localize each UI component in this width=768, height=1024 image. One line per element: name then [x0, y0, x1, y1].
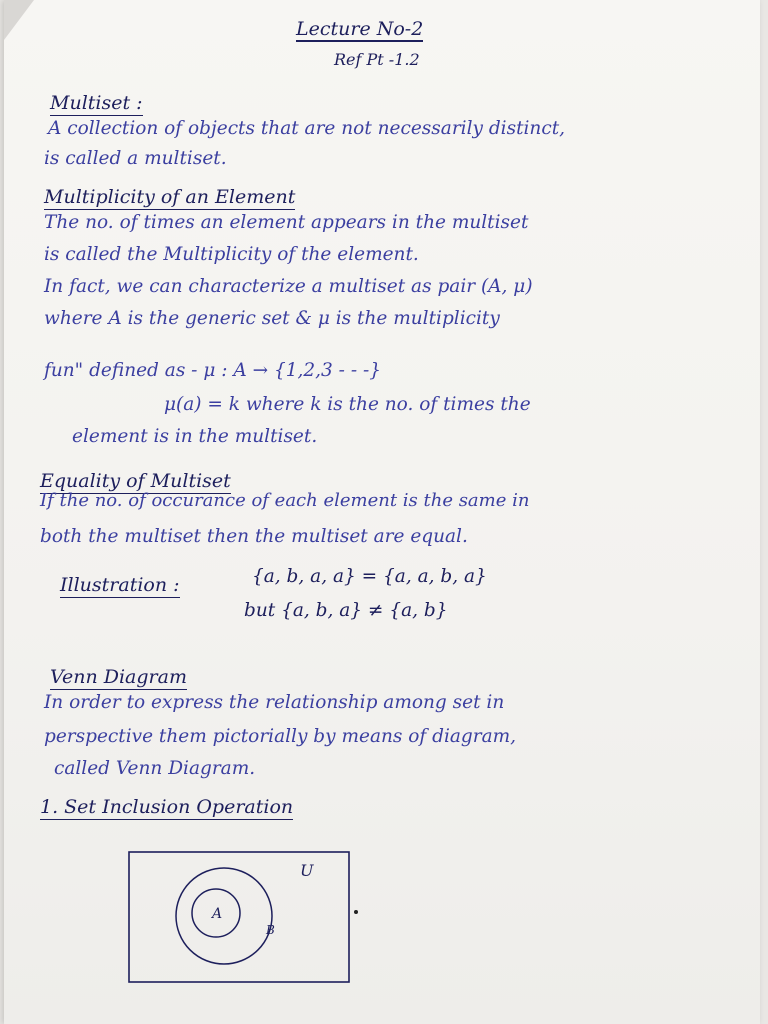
illustration-label: Illustration : [60, 574, 180, 596]
multiset-line-1: A collection of objects that are not necessarily distinct, [48, 118, 566, 139]
label-u: U [300, 861, 314, 880]
multiplicity-line-6: μ(a) = k where k is the no. of times the [164, 394, 531, 415]
multiplicity-line-4: where A is the generic set & μ is the multiplicity [44, 308, 500, 329]
page-corner [4, 0, 34, 40]
multiplicity-line-5: fun" defined as - μ : A → {1,2,3 - - -} [44, 360, 381, 381]
illustration-but: but {a, b, a} ≠ {a, b} [244, 600, 448, 621]
multiset-heading: Multiset : [50, 92, 143, 114]
notebook-page [4, 0, 760, 1024]
multiplicity-line-7: element is in the multiset. [72, 426, 318, 447]
venn-diagram [128, 850, 358, 990]
equality-line-2: both the multiset then the multiset are equal. [40, 526, 468, 547]
venn-heading: Venn Diagram [50, 666, 187, 688]
multiplicity-line-1: The no. of times an element appears in the multiset [44, 212, 529, 233]
set-inclusion-heading: 1. Set Inclusion Operation [40, 796, 294, 818]
outer-circle-b [176, 868, 272, 964]
multiset-line-2: is called a multiset. [44, 148, 227, 169]
multiplicity-line-3: In fact, we can characterize a multiset as pair (A, μ) [44, 276, 533, 297]
multiplicity-line-2: is called the Multiplicity of the element. [44, 244, 419, 265]
lecture-title: Lecture No-2 [296, 18, 424, 40]
illustration-equation: {a, b, a, a} = {a, a, b, a} [252, 566, 487, 587]
ink-dot [354, 910, 358, 914]
label-b: B [266, 923, 275, 937]
reference: Ref Pt -1.2 [334, 50, 420, 69]
venn-line-2: perspective them pictorially by means of diagram, [44, 726, 517, 747]
equality-heading: Equality of Multiset [40, 470, 231, 492]
venn-line-1: In order to express the relationship among set in [44, 692, 505, 713]
label-a: A [212, 906, 223, 922]
multiplicity-heading: Multiplicity of an Element [44, 186, 296, 208]
equality-line-1: If the no. of occurance of each element is the same in [40, 490, 530, 511]
venn-line-3: called Venn Diagram. [54, 758, 256, 779]
